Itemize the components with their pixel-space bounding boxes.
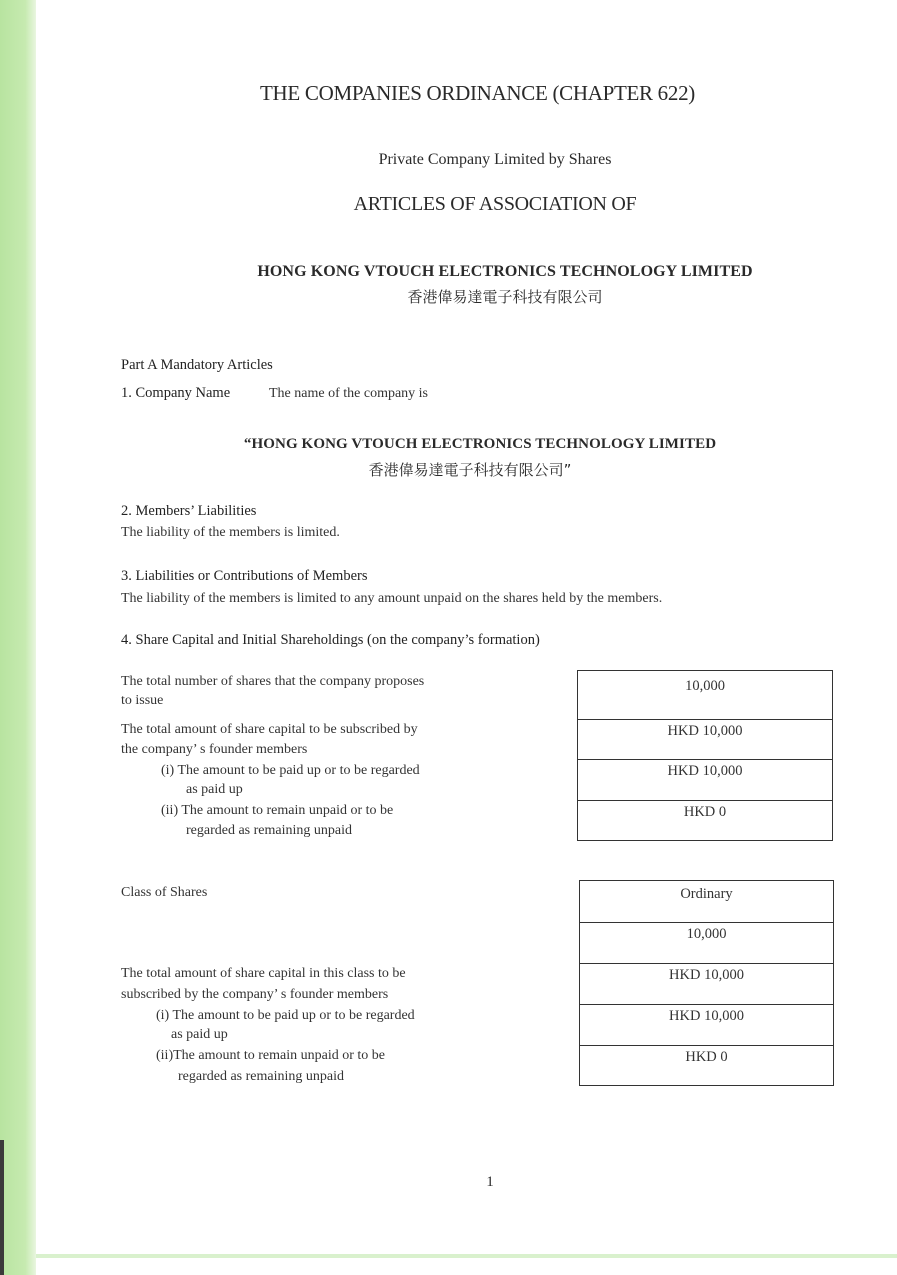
class-unpaid-value: HKD 0	[685, 1049, 728, 1065]
class-total-amount-value: HKD 10,000	[669, 967, 744, 983]
item1-label: 1. Company Name	[121, 385, 231, 401]
class-of-shares-label: Class of Shares	[121, 885, 208, 900]
company-name-zh: 香港偉易達電子科技有限公司	[407, 288, 603, 306]
unpaid-value: HKD 0	[683, 804, 727, 820]
table-divider	[580, 1004, 833, 1005]
paid-up-label-cont: as paid up	[186, 782, 243, 797]
table-divider	[580, 1045, 833, 1046]
class-paid-up-label-cont: as paid up	[171, 1027, 228, 1042]
table-divider	[578, 719, 832, 720]
table-divider	[578, 759, 832, 760]
document-title: THE COMPANIES ORDINANCE (CHAPTER 622)	[260, 81, 695, 105]
quoted-company-name-zh: 香港偉易達電子科技有限公司”	[368, 461, 572, 479]
paid-up-value: HKD 10,000	[667, 763, 743, 779]
table-divider	[580, 922, 833, 923]
articles-heading: ARTICLES OF ASSOCIATION OF	[353, 193, 637, 215]
class-total-amount-label-cont: subscribed by the company’ s founder members	[121, 987, 389, 1002]
page-number: 1	[486, 1174, 494, 1190]
total-shares-value: 10,000	[685, 678, 725, 694]
quoted-company-name-en: “HONG KONG VTOUCH ELECTRONICS TECHNOLOGY LIMITED	[243, 436, 717, 452]
item1-text: The name of the company is	[269, 386, 429, 401]
part-a-heading: Part A Mandatory Articles	[121, 357, 273, 373]
class-unpaid-label-cont: regarded as remaining unpaid	[178, 1069, 344, 1084]
total-amount-value: HKD 10,000	[667, 723, 743, 739]
class-unpaid-label: (ii)The amount to remain unpaid or to be	[156, 1048, 385, 1063]
total-shares-label: The total number of shares that the company proposes	[121, 674, 425, 689]
company-name-en: HONG KONG VTOUCH ELECTRONICS TECHNOLOGY LIMITED	[257, 263, 753, 280]
class-value: Ordinary	[680, 886, 733, 902]
class-of-shares-table	[579, 880, 834, 1086]
item3-text: The liability of the members is limited to any amount unpaid on the shares held by the members.	[121, 591, 663, 606]
company-type: Private Company Limited by Shares	[378, 151, 612, 168]
paid-up-label: (i) The amount to be paid up or to be regarded	[161, 763, 420, 778]
item2-text: The liability of the members is limited.	[121, 525, 340, 540]
class-shares-value: 10,000	[686, 926, 727, 942]
share-capital-table	[577, 670, 833, 841]
total-amount-label-cont: the company’ s founder members	[121, 742, 308, 757]
scan-edge-shadow	[0, 1140, 4, 1275]
scan-edge-green	[0, 0, 36, 1275]
table-divider	[578, 800, 832, 801]
item3-heading: 3. Liabilities or Contributions of Members	[121, 568, 368, 584]
total-shares-label-cont: to issue	[121, 693, 164, 708]
unpaid-label: (ii) The amount to remain unpaid or to be	[161, 803, 394, 818]
class-paid-up-label: (i) The amount to be paid up or to be regarded	[156, 1008, 415, 1023]
class-total-amount-label: The total amount of share capital in this class to be	[121, 966, 406, 981]
table-divider	[580, 963, 833, 964]
scan-bottom-edge	[36, 1254, 897, 1258]
class-paid-up-value: HKD 10,000	[669, 1008, 744, 1024]
item2-heading: 2. Members’ Liabilities	[121, 503, 257, 519]
unpaid-label-cont: regarded as remaining unpaid	[186, 823, 352, 838]
item4-heading: 4. Share Capital and Initial Shareholdings (on the company’s formation)	[121, 632, 540, 648]
total-amount-label: The total amount of share capital to be subscribed by	[121, 722, 418, 737]
